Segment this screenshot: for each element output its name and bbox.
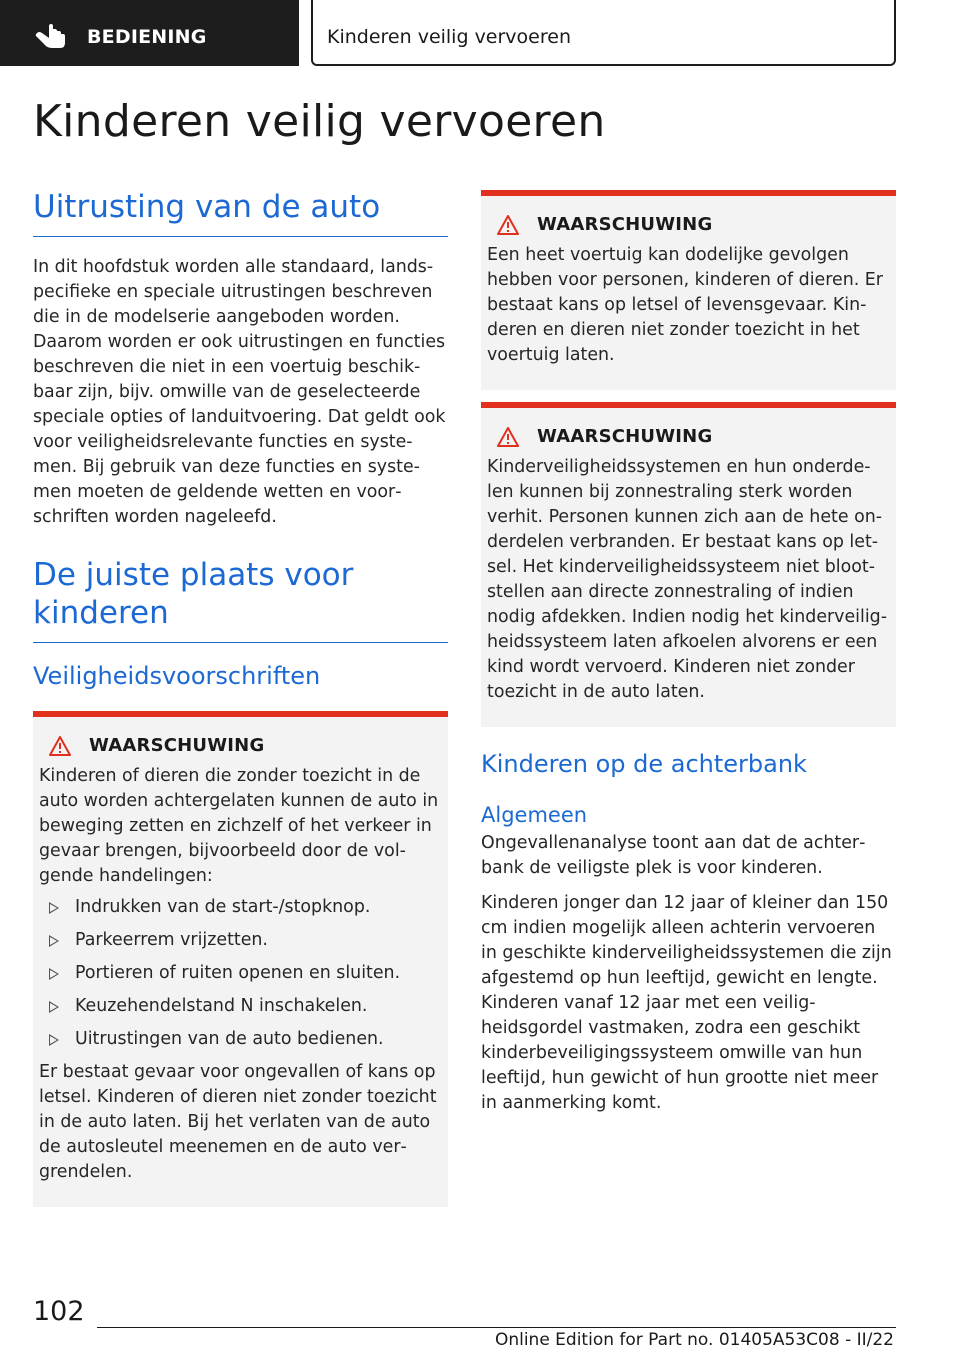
warning-box-right-1 (481, 190, 896, 390)
triangle-bullet-icon (49, 968, 59, 980)
warning-header (487, 214, 888, 235)
warning-list (39, 895, 440, 1052)
triangle-bullet-icon (49, 902, 59, 914)
right-column (481, 190, 896, 1126)
warning-triangle-icon (49, 736, 71, 756)
hand-pointer-icon (34, 24, 68, 50)
paragraph-general-2: Kinderen jonger dan 12 jaar of kleiner dan 150 cm indien mogelijk alleen achterin vervoeren in geschikte kinderveiligheidssystemen die zijn afgestemd op hun leeftijd, gewicht en lengte. Kinderen vanaf 12 jaar met een veiligheidsgordel vastmaken, zodra een geschikt kinderbeveiligingssysteem omwille van hun leeftijd, hun gewicht of hun grootte niet meer in aanmerking komt. (481, 893, 892, 1113)
warning-triangle-icon (497, 427, 519, 447)
list-item: Indrukken van de start-/stopknop. (39, 895, 440, 920)
page-title: Kinderen veilig vervoeren (33, 96, 606, 147)
warning-title: WAARSCHUWING (537, 214, 713, 235)
page-number: 102 (33, 1296, 85, 1327)
warning-header (39, 735, 440, 756)
warning-outro: Er bestaat gevaar voor ongevallen of kans op letsel. Kinderen of dieren niet zonder toezicht in de auto laten. Bij het verlaten van de auto de autosleutel meenemen en de auto vergrendelen. (39, 1062, 437, 1182)
heading-safety-rules: Veiligheidsvoorschriften (33, 662, 321, 690)
paragraph-equipment: In dit hoofdstuk worden alle standaard, landspecifieke en speciale uitrustingen beschreven die in de modelserie aangeboden worden. Daarom worden er ook uitrustingen en functies beschreven die niet in een voertuig beschikbaar zijn, bijv. omwille van de geselecteerde speciale opties of landuitvoering. Dat geldt ook voor veiligheidsrelevante functies en systemen. Bij gebruik van deze functies en systemen moeten de geldende wetten en voorschriften worden nageleefd. (33, 257, 446, 527)
warning-title: WAARSCHUWING (89, 735, 265, 756)
list-item: Uitrustingen van de auto bedienen. (39, 1027, 440, 1052)
warning-triangle-icon (497, 215, 519, 235)
heading-child-place: De juiste plaats voor kinderen (33, 556, 448, 643)
triangle-bullet-icon (49, 935, 59, 947)
warning-text: Een heet voertuig kan dodelijke gevolgen hebben voor personen, kinderen of dieren. Er bestaat kans op letsel of levensgevaar. Kinderen en dieren niet zonder toezicht in het voertuig laten. (487, 245, 883, 365)
warning-box-left (33, 711, 448, 1207)
warning-title: WAARSCHUWING (537, 426, 713, 447)
header-topic-label: Kinderen veilig vervoeren (327, 26, 571, 48)
triangle-bullet-icon (49, 1001, 59, 1013)
list-item: Parkeerrem vrijzetten. (39, 928, 440, 953)
heading-rear-seat: Kinderen op de achterbank (481, 750, 807, 778)
left-column (33, 188, 448, 1207)
warning-header (487, 426, 888, 447)
warning-box-right-2 (481, 402, 896, 727)
heading-equipment: Uitrusting van de auto (33, 188, 448, 237)
triangle-bullet-icon (49, 1034, 59, 1046)
paragraph-general-1: Ongevallenanalyse toont aan dat de achterbank de veiligste plek is voor kinderen. (481, 833, 866, 878)
list-item: Keuzehendelstand N inschakelen. (39, 994, 440, 1019)
footer-edition: Online Edition for Part no. 01405A53C08 - II/22 (494, 1330, 894, 1350)
warning-intro: Kinderen of dieren die zonder toezicht in de auto worden achtergelaten kunnen de auto in beweging zetten en zichzelf of het verkeer in gevaar brengen, bijvoorbeeld door de volgende handelingen: (39, 766, 439, 886)
header-topic-tab (311, 0, 896, 66)
header-section-tab (0, 0, 299, 66)
warning-text: Kinderveiligheidssystemen en hun onderdelen kunnen bij zonnestraling sterk worden verhit. Personen kunnen zich aan de hete onderdelen verbranden. Er bestaat kans op letsel. Het kinderveiligheidssysteem niet blootstellen aan directe zonnestraling of indien nodig afdekken. Indien nodig het kinderveiligheidssysteem laten afkoelen alvorens er een kind wordt vervoerd. Kinderen niet zonder toezicht in de auto laten. (487, 457, 887, 702)
heading-general: Algemeen (481, 803, 588, 827)
list-item: Portieren of ruiten openen en sluiten. (39, 961, 440, 986)
header-section-label: BEDIENING (87, 26, 207, 48)
footer-divider (97, 1327, 896, 1328)
